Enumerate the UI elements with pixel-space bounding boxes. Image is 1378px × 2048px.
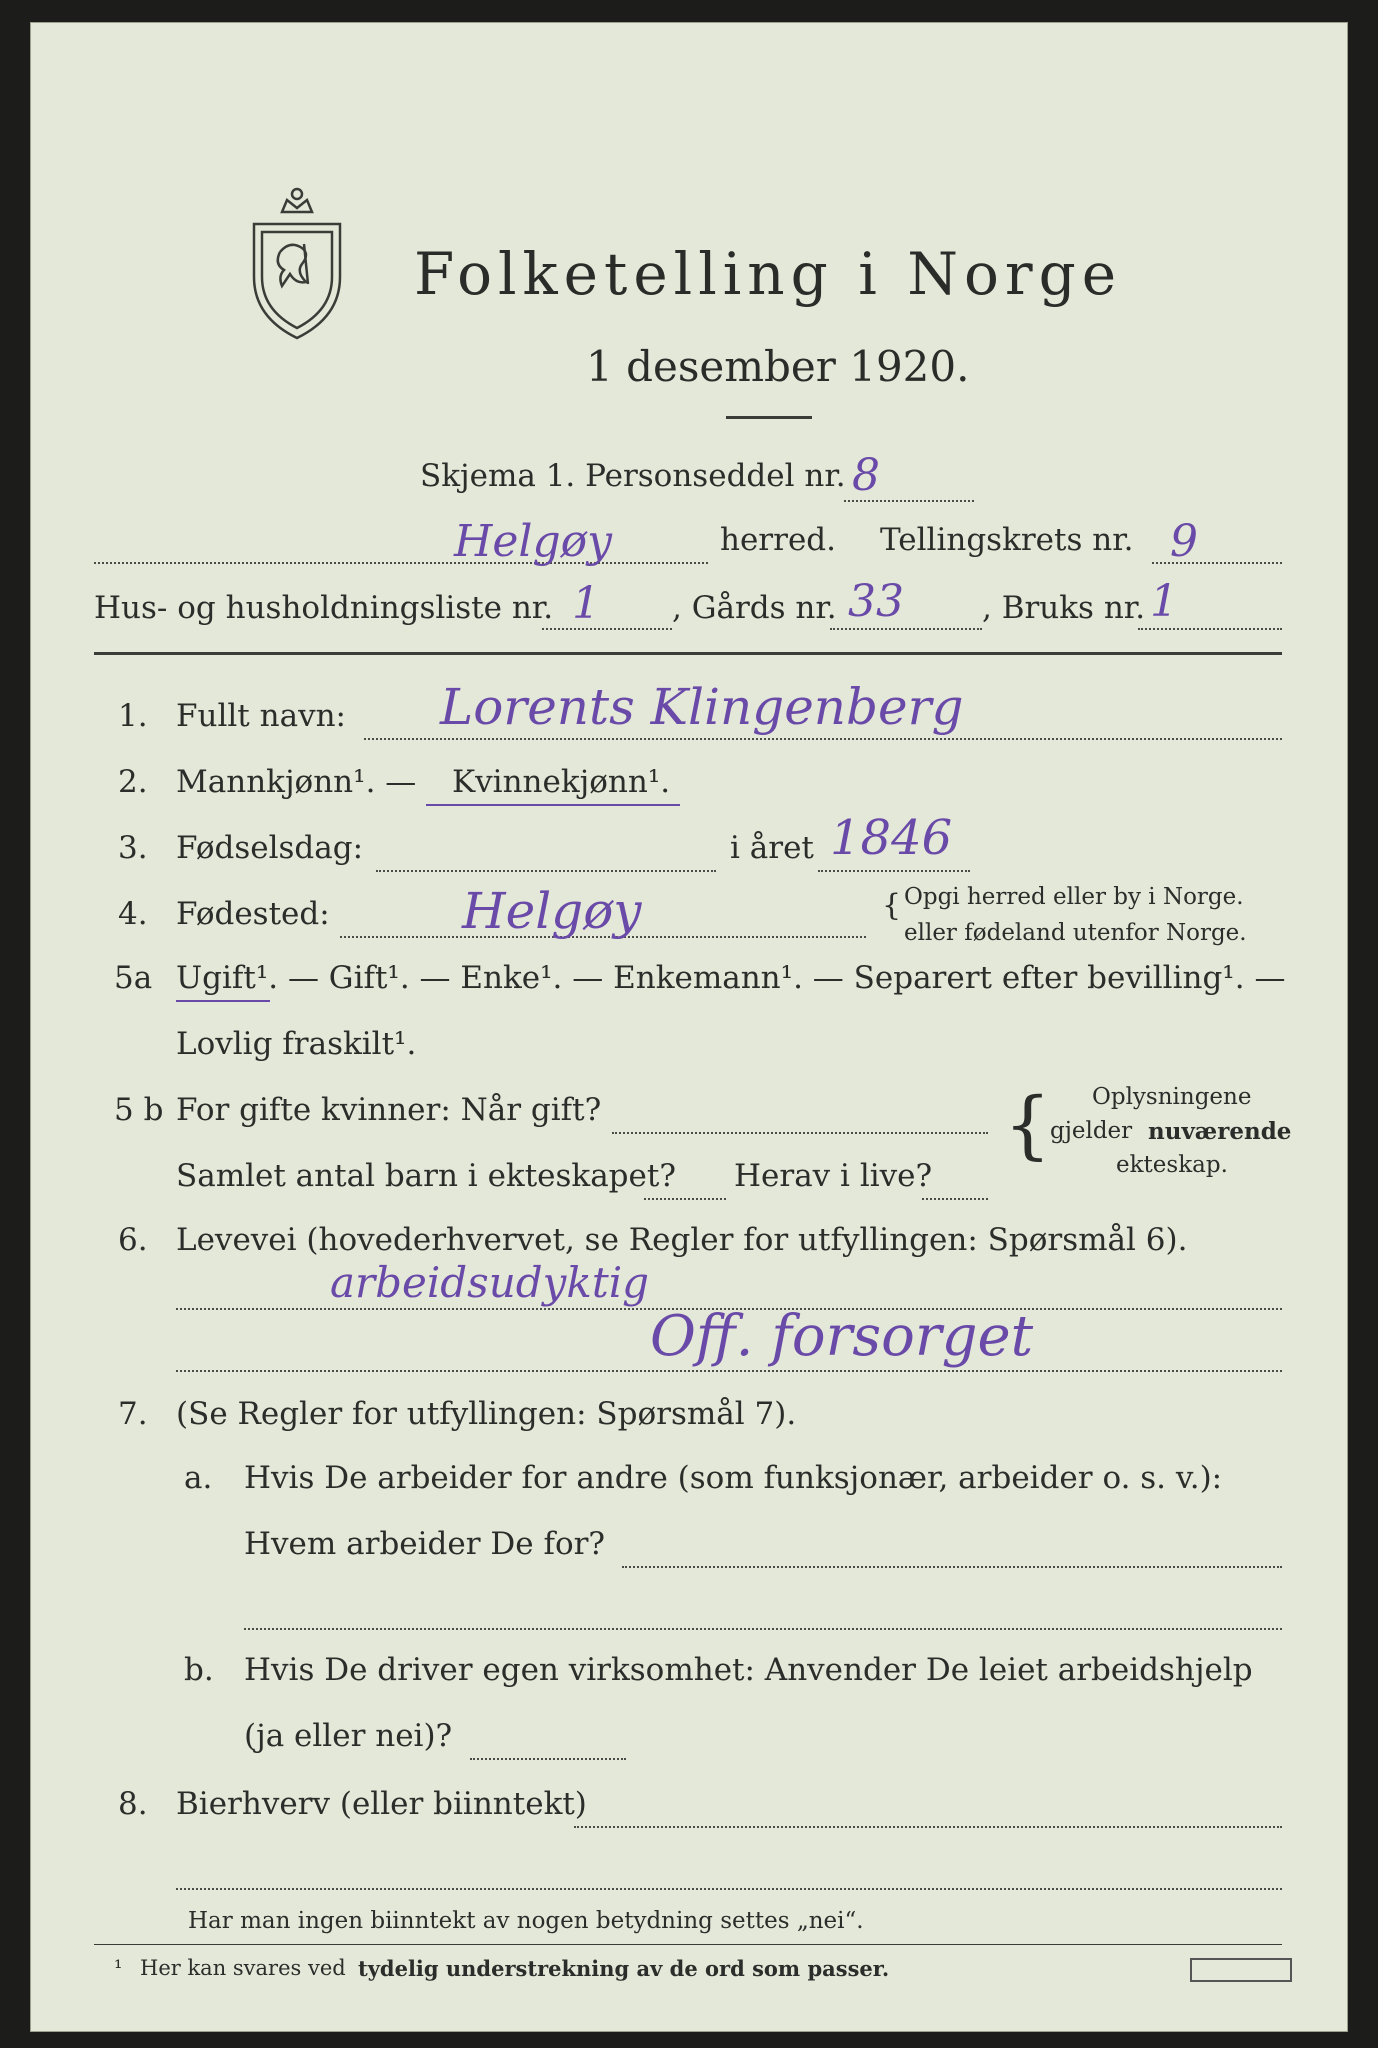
title-divider [726,416,812,419]
printer-stamp-icon [1190,1958,1292,1982]
q8-number: 8. [118,1786,148,1822]
q7a-employer-label: Hvem arbeider De for? [244,1526,606,1562]
children-count-line [644,1198,726,1200]
birthday-line [376,870,716,872]
personseddel-number[interactable]: 8 [852,450,880,501]
herred-label: herred. [720,522,836,558]
census-form-page [30,22,1348,2032]
q5a-number: 5a [114,960,153,996]
marital-underline-mark [176,1000,270,1002]
herred-value[interactable]: Helgøy [454,516,612,567]
census-date: 1 desember 1920. [586,342,970,391]
form-title: Folketelling i Norge [414,240,1123,308]
q6-label: Levevei (hovederhvervet, se Regler for utfyllingen: Spørsmål 6). [176,1222,1188,1258]
tellingskrets-value[interactable]: 9 [1170,516,1198,567]
q8-label: Bierhverv (eller biinntekt) [176,1786,587,1822]
q7-label: (Se Regler for utfyllingen: Spørsmål 7). [176,1396,797,1432]
gender-underline-mark [426,804,680,806]
q3-number: 3. [118,830,148,866]
footnote-rule [94,1944,1282,1945]
children-alive-line [922,1198,988,1200]
q7b-hired-help-label: (ja eller nei)? [244,1718,453,1754]
q1-number: 1. [118,698,148,734]
q5b-number: 5 b [114,1092,164,1128]
q4-number: 4. [118,896,148,932]
footnote-mark: ¹ [114,1956,123,1980]
q3-label: Fødselsdag: [176,830,364,866]
side-income-note: Har man ingen biinntekt av nogen betydning settes „nei“. [188,1908,864,1934]
occupation-line-2 [176,1370,1282,1372]
gender-female-option[interactable]: Kvinnekjønn¹. [452,764,671,800]
bruks-label: , Bruks nr. [982,590,1146,626]
footnote-text-b: tydelig understrekning av de ord som passer. [358,1956,890,1981]
birthplace-value[interactable]: Helgøy [462,882,642,940]
birth-year-value[interactable]: 1846 [830,810,953,866]
skjema-label: Skjema 1. Personseddel nr. [420,458,846,494]
children-count-label: Samlet antal barn i ekteskapet? [176,1158,676,1194]
gender-male-option[interactable]: Mannkjønn¹. — [176,764,417,800]
q1-line [364,738,1282,740]
marriage-note-3: ekteskap. [1116,1152,1228,1178]
marriage-note-2b: nuværende [1148,1118,1292,1145]
brace-icon: { [882,888,902,923]
q7a-letter: a. [184,1460,213,1496]
q7a-line1: Hvis De arbeider for andre (som funksjonær, arbeider o. s. v.): [244,1460,1223,1496]
occupation-value-1[interactable]: arbeidsudyktig [330,1258,650,1307]
gards-line [830,628,982,630]
occupation-value-2[interactable]: Off. forsorget [650,1304,1034,1369]
tellingskrets-label: Tellingskrets nr. [880,522,1134,558]
q7-number: 7. [118,1396,148,1432]
q7b-letter: b. [184,1652,214,1688]
birthplace-note-1: Opgi herred eller by i Norge. [904,884,1244,910]
footnote-text-a: Her kan svares ved [140,1956,346,1980]
side-income-line-1 [574,1826,1282,1828]
married-date-line [612,1132,988,1134]
bruks-value[interactable]: 1 [1150,576,1178,627]
children-alive-label: Herav i live? [734,1158,933,1194]
gards-value[interactable]: 33 [848,576,904,627]
coat-of-arms-icon [242,182,352,342]
header-rule [94,652,1282,655]
full-name-value[interactable]: Lorents Klingenberg [440,678,964,736]
marital-status-options[interactable]: Ugift¹. — Gift¹. — Enke¹. — Enkemann¹. — Separert efter bevilling¹. — [176,960,1286,996]
employer-line-1 [622,1566,1282,1568]
husholdningsliste-line [542,628,672,630]
q1-label: Fullt navn: [176,698,346,734]
hired-help-line [470,1758,626,1760]
employer-line-2 [244,1628,1282,1630]
husholdningsliste-value[interactable]: 1 [572,578,600,629]
birth-year-line [818,870,970,872]
husholdningsliste-label: Hus- og husholdningsliste nr. [94,590,554,626]
q5b-married-label: For gifte kvinner: Når gift? [176,1092,602,1128]
marriage-note-2a: gjelder [1050,1118,1133,1144]
q4-label: Fødested: [176,896,330,932]
marriage-note-1: Oplysningene [1092,1084,1252,1110]
bruks-line [1138,628,1282,630]
birthplace-note-2: eller fødeland utenfor Norge. [904,920,1247,946]
herred-line [94,562,708,564]
marital-status-options-2[interactable]: Lovlig fraskilt¹. [176,1026,417,1062]
q2-number: 2. [118,764,148,800]
brace-large-icon: { [1004,1082,1052,1168]
side-income-line-2 [176,1888,1282,1890]
gards-label: , Gårds nr. [672,590,837,626]
birth-year-label: i året [730,830,814,866]
q6-number: 6. [118,1222,148,1258]
q7b-line1: Hvis De driver egen virksomhet: Anvender De leiet arbeidshjelp [244,1652,1253,1688]
